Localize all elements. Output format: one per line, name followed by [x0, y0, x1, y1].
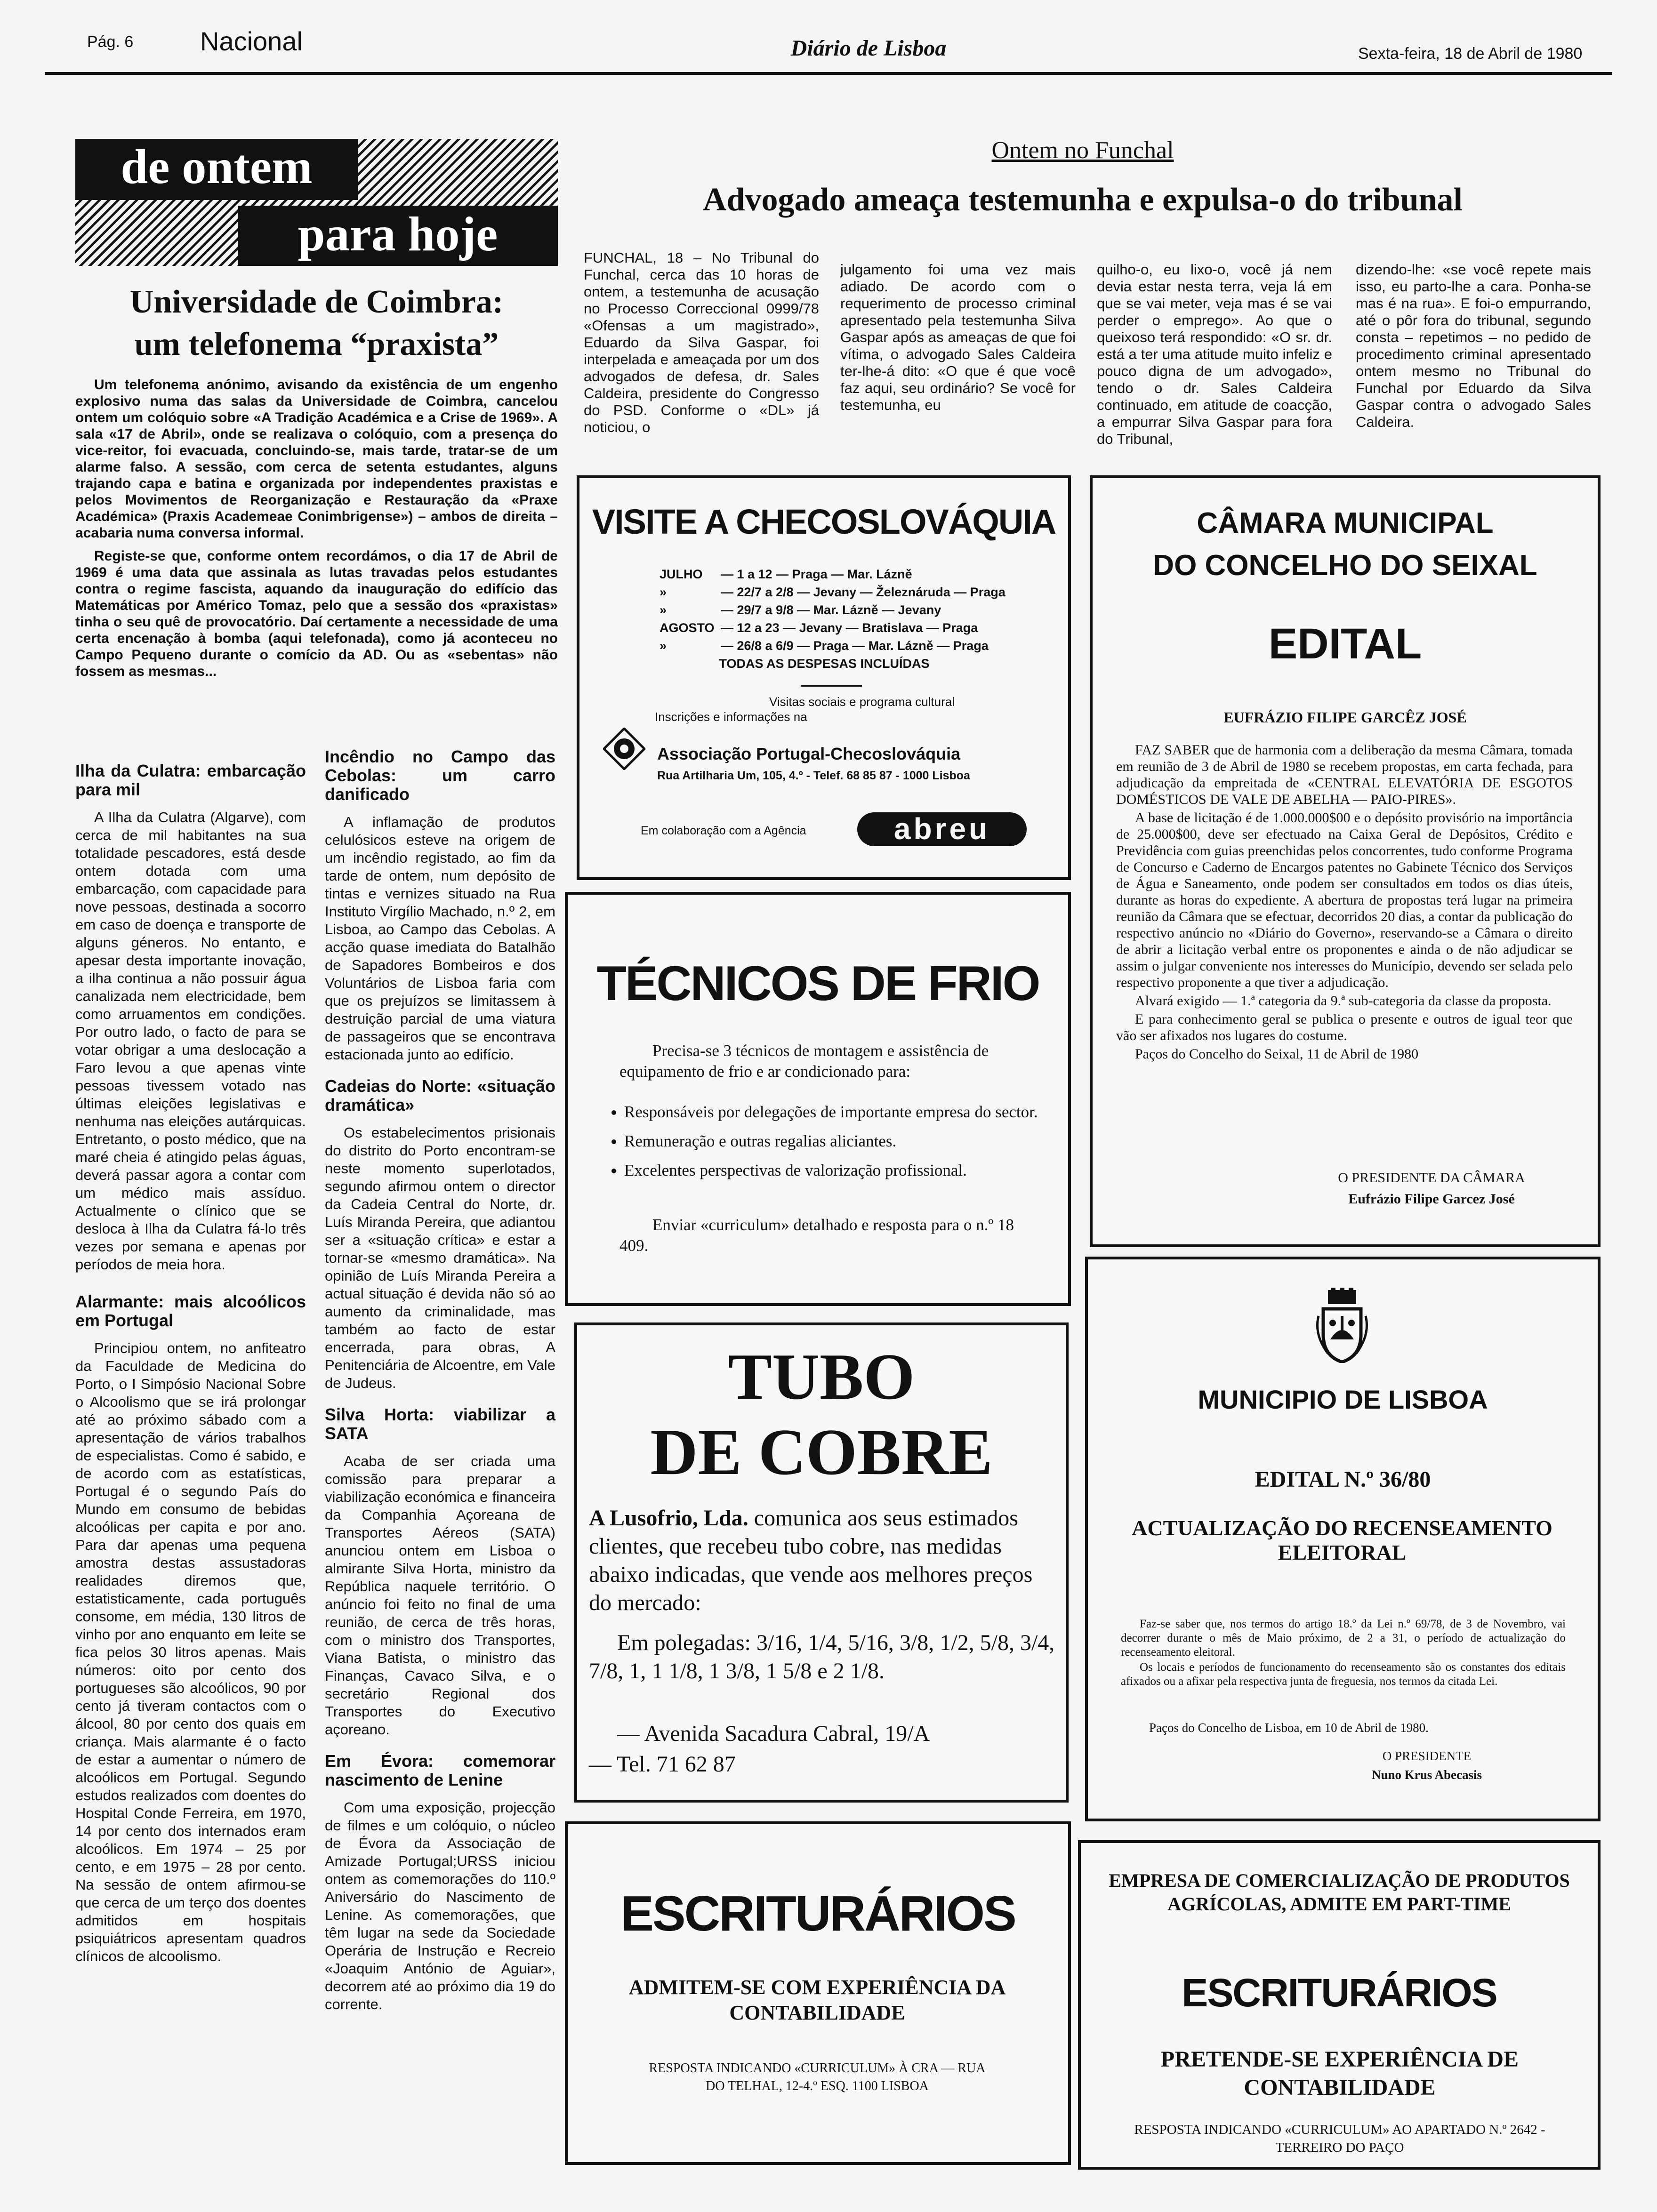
lisboa-title: MUNICIPIO DE LISBOA [1198, 1385, 1488, 1414]
escr2-company: EMPRESA DE COMERCIALIZAÇÃO DE PRODUTOS AGRÍCOLAS, ADMITE EM PART-TIME [1109, 1870, 1570, 1915]
itinerary-row: » — 29/7 a 9/8 — Mar. Lázně — Jevany [660, 603, 941, 617]
ad-title: ESCRITURÁRIOS [620, 1886, 1015, 1941]
escr2-reply: RESPOSTA INDICANDO «CURRICULUM» AO APARTADO N.º 2642 - TERREIRO DO PAÇO [1134, 2122, 1545, 2155]
ad-checoslovaquia [577, 475, 1071, 880]
escr1-reply: RESPOSTA INDICANDO «CURRICULUM» À CRA — RUA DO TELHAL, 12-4.º ESQ. 1100 LISBOA [649, 2061, 986, 2093]
seixal-edital: EDITAL [1268, 620, 1422, 668]
bullet-item: • Remuneração e outras regalias aliciantes. [624, 1131, 1076, 1152]
lisboa-paragraph: Faz-se saber que, nos termos do artigo 18.º da Lei n.º 69/78, de 3 de Novembro, vai decorrer durante o mês de Maio próximo, de 2 a 31, o período de actualização do recenseamento eleitoral. [1121, 1618, 1566, 1659]
escr2-line: PRETENDE-SE EXPERIÊNCIA DE CONTABILIDADE [1160, 2047, 1519, 2100]
ad-divider [801, 685, 862, 687]
seixal-name: EUFRÁZIO FILIPE GARCÊZ JOSÉ [1223, 709, 1467, 726]
ad-tubo-cobre [574, 1322, 1069, 1803]
brief-heading: Em Évora: comemorar nascimento de Lenine [325, 1751, 555, 1789]
info-line: Inscrições e informações na [655, 710, 807, 724]
ad-title: ESCRITURÁRIOS [1182, 1971, 1497, 2015]
funchal-headline: Advogado ameaça testemunha e expulsa-o do tribunal [703, 182, 1463, 218]
itinerary [660, 565, 1036, 673]
lisboa-body [1121, 1617, 1566, 1695]
issue-date: Sexta-feira, 18 de Abril de 1980 [1358, 45, 1583, 63]
itinerary-row: JULHO — 1 a 12 — Praga — Mar. Lázně [660, 567, 912, 581]
lead-story-body [75, 377, 558, 686]
seixal-paragraph: A base de licitação é de 1.000.000$00 e o depósito provisório na importância de 25.000$00, deve ser efectuado na Caixa Geral de Depósitos, Crédito e Previdência com guias preenchidas pelos concorrentes, tudo conforme Programa de Concurso e Caderno de Encargos patentes no Gabinete Técnico dos Serviços de Água e Saneamento, onde podem ser consultados em todos os dias úteis, durante as horas do expediente. A abertura de propostas terá lugar na primeira reunião da Câmara que se efectuar, decorridos 20 dias, a contar da publicação do respectivo anúncio no «Diário do Governo», reservando-se a Câmara o direito de abrir a licitação verbal entre os proponentes e ainda o de não adjudicar se assim o julgar conveniente nos interesses do Município, devendo ser selada pelo respectivo proponente a que tiver a adjudicação. [1116, 810, 1573, 990]
funchal-col-1: FUNCHAL, 18 – No Tribunal do Funchal, cerca das 10 horas de ontem, a testemunha de acusação no Processo Correccional 0999/78 «Ofensas a um magistrado», Eduardo da Silva Gaspar, foi interpelada e ameaçada por um dos advogados de defesa, dr. Sales Caldeira, presidente do Congresso do PSD. Conforme o «DL» já noticiou, o [584, 249, 819, 435]
tubo-text: A Lusofrio, Lda. comunica aos seus estimados clientes, que recebeu tubo cobre, nas medidas abaixo indicadas, que vende aos melhores preços do mercado: [589, 1506, 1033, 1615]
ad-tecnicos-frio [565, 892, 1071, 1306]
ad-escriturarios-cra [565, 1821, 1071, 2165]
company-name: A Lusofrio, Lda. [589, 1506, 748, 1531]
seixal-body [1116, 742, 1573, 1069]
brief-heading: Ilha da Culatra: embarcação para mil [75, 761, 306, 799]
brief-heading: Silva Horta: viabilizar a SATA [325, 1405, 555, 1443]
seixal-paragraph: E para conhecimento geral se publica o presente e outros de igual teor que vão ser afixados nos lugares do costume. [1116, 1011, 1573, 1043]
lisboa-sign-2: Nuno Krus Abecasis [1371, 1768, 1482, 1782]
itinerary-row: AGOSTO — 12 a 23 — Jevany — Bratislava — Praga [660, 621, 978, 635]
escr1-line: ADMITEM-SE COM EXPERIÊNCIA DA CONTABILIDADE [628, 1976, 1006, 2024]
ad-title: VISITE A CHECOSLOVÁQUIA [592, 502, 1056, 541]
lead-paragraph-2: Registe-se que, conforme ontem recordámos, o dia 17 de Abril de 1969 é uma data que assinala as lutas travadas pelos estudantes contra o regime fascista, aquando da inauguração do edifício das Matemáticas por Américo Tomaz, pelo que a sessão dos «praxistas» tinha o seu quê de provocatório. Daí certamente a necessidade de uma certa encenação à bomba (aqui telefonada), como já aconteceu no Campo Pequeno durante o comício da AD. Ou as «sebentas» não fossem as mesmas... [75, 548, 558, 679]
bullet-item: • Responsáveis por delegações de importante empresa do sector. [624, 1102, 1076, 1122]
section-banner [75, 139, 558, 266]
bullet-item: • Excelentes perspectivas de valorização profissional. [624, 1160, 1076, 1181]
ad-camara-seixal [1090, 475, 1601, 1247]
ad-municipio-lisboa [1085, 1257, 1601, 1821]
brief-heading: Cadeias do Norte: «situação dramática» [325, 1076, 555, 1114]
seixal-sign-2: Eufrázio Filipe Garcez José [1348, 1191, 1515, 1207]
seixal-paragraph: FAZ SABER que de harmonia com a deliberação da mesma Câmara, tomada em reunião de 3 de Abril de 1980 se recebem propostas, em carta fechada, para adjudicação da empreitada de «CENTRAL ELEVATÓRIA DE ESGOTOS DOMÉSTICOS DE VALE DE ABELHA — PAIO-PIRES». [1116, 742, 1573, 807]
ad-title-1: TUBO [728, 1340, 915, 1413]
lisboa-paragraph: Os locais e períodos de funcionamento do recenseamento são os constantes dos editais afixados ou a afixar pela respectiva junta de freguesia, nos termos da citada Lei. [1121, 1661, 1566, 1688]
seixal-title-2: DO CONCELHO DO SEIXAL [1153, 549, 1537, 582]
funchal-col-2: julgamento foi uma vez mais adiado. De acordo com o requerimento de processo criminal apresentado pela testemunha Silva Gaspar após as ameaças de que foi vítima, o advogado Sales Caldeira ter-lhe-á dito: «O que é que você faz aqui, seu ordinário? Se você for testemunha, eu [840, 261, 1076, 413]
lisboa-edital: EDITAL N.º 36/80 [1255, 1467, 1431, 1492]
brief-body: Principiou ontem, no anfiteatro da Faculdade de Medicina do Porto, o I Simpósio Nacional Sobre o Alcoolismo que se irá prolongar até ao próximo sábado com a apresentação de vários trabalhos de especialistas. Como é sabido, e de acordo com as estatísticas, Portugal é o segundo País do Mundo em consumo de bebidas alcoólicas per capita e por ano. Para dar apenas uma pequena amostra destas assustadoras realidades diremos que, estatisticamente, cada português consome, em média, 130 litros de vinho por ano enquanto em leite se fica pelos 30 litros apenas. Mais números: oito por cento dos portugueses são alcoólicos, 90 por cento já tiveram contactos com o álcool, 80 por cento dos quais em criança. Mais alarmante é o facto de estar a aumentar o número de alcoólicos em Portugal. Segundo estudos realizados com doentes do Hospital Conde Ferreira, em 1970, 14 por cento dos internados eram alcoólicos. Em 1974 – 25 por cento, e em 1975 – 28 por cento. Na sessão de ontem afirmou-se que cerca de um terço dos doentes admitidos em hospitais psiquiátricos apresentam quadros clínicos de alcoolismo. [75, 1340, 306, 1964]
brief-heading: Alarmante: mais alcoólicos em Portugal [75, 1292, 306, 1330]
funchal-col-4: dizendo-lhe: «se você repete mais isso, eu parto-lhe a cara. Ponha-se mas é na rua». E foi-o empurrando, até o pôr fora do tribunal, segundo consta – repetimos – no pedido de procedimento criminal apresentado ontem mesmo no Tribunal do Funchal por Eduardo da Silva Gaspar contra o advogado Sales Caldeira. [1356, 261, 1591, 430]
star-logo-icon [603, 728, 645, 770]
itinerary-row: » — 26/8 a 6/9 — Praga — Mar. Lázně — Praga [660, 639, 989, 653]
ad-title-2: DE COBRE [650, 1416, 993, 1489]
lisboa-sign-1: O PRESIDENTE [1382, 1749, 1472, 1763]
collab-line: Em colaboração com a Agência [641, 824, 806, 837]
association-name: Associação Portugal-Checoslováquia [657, 744, 961, 763]
briefs-column-left [75, 748, 306, 1972]
frio-intro: Precisa-se 3 técnicos de montagem e assistência de equipamento de frio e ar condicionado para: [619, 1042, 989, 1081]
masthead-rule [45, 72, 1612, 75]
banner-line2: para hoje [238, 206, 558, 266]
story-title-1: Universidade de Coimbra: [129, 284, 504, 320]
brief-body: Acaba de ser criada uma comissão para preparar a viabilização económica e financeira da Companhia Açoreana de Transportes Aéreos (SATA) anunciou ontem em Lisboa o almirante Silva Horta, ministro da República naquele território. O anúncio foi feito no final de uma reunião, de cerca de três horas, com o ministro dos Transportes, Viana Batista, o ministro das Finanças, Cavaco Silva, e o secretário Regional dos Transportes do Executivo açoreano. [325, 1453, 555, 1738]
brief-body: A Ilha da Culatra (Algarve), com cerca de mil habitantes na sua totalidade pescadores, está desde ontem dotada com uma embarcação, com capacidade para nove pessoas, destinada a socorro em caso de doença e transporte de alguns géneros. No entanto, e apesar desta importante inovação, a ilha continua a não possuir água canalizada nem electricidade, bem como arruamentos em condições. Por outro lado, o facto de para se votar obrigar a uma deslocação a Faro levou a que apenas vinte pessoas tivessem votado nas últimas eleições legislativas e nenhuma nas eleições autárquicas. Entretanto, o posto médico, que na maré cheia é atingido pelas águas, deverá passar agora a contar com um médico mais assíduo. Actualmente o clínico que se desloca à Ilha da Culatra fá-lo três vezes por semana e apenas por períodos de meia hora. [75, 809, 306, 1273]
coat-of-arms-icon [1314, 1288, 1370, 1363]
story-title-2: um telefonema “praxista” [134, 326, 499, 362]
seixal-paragraph: Alvará exigido — 1.ª categoria da 9.ª sub-categoria da classe da proposta. [1135, 993, 1552, 1009]
frio-send: Enviar «curriculum» detalhado e resposta para o n.º 18 409. [619, 1216, 1014, 1255]
lisboa-head: ACTUALIZAÇÃO DO RECENSEAMENTO ELEITORAL [1132, 1516, 1552, 1564]
brief-body: Com uma exposição, projecção de filmes e um colóquio, o núcleo de Évora da Associação de Amizade Portugal;URSS iniciou ontem as comemorações do 110.º Aniversário do Nascimento de Lenine. As comemorações, que têm lugar na sede da Sociedade Operária de Instrução e Recreio «Joaquim António de Aguiar», decorrem até ao próximo dia 19 do corrente. [325, 1799, 555, 2012]
ad-title: TÉCNICOS DE FRIO [596, 956, 1039, 1011]
association-address: Rua Artilharia Um, 105, 4.º - Telef. 68 85 87 - 1000 Lisboa [657, 769, 970, 782]
visits-line: Visitas sociais e programa cultural [769, 695, 955, 709]
tubo-address: — Avenida Sacadura Cabral, 19/A [617, 1721, 930, 1746]
ad-escriturarios-agricolas [1078, 1840, 1601, 2170]
all-inclusive: TODAS AS DESPESAS INCLUÍDAS [719, 657, 930, 671]
newspaper-title: Diário de Lisboa [790, 36, 947, 61]
lead-paragraph-1: Um telefonema anónimo, avisando da existência de um engenho explosivo numa das salas da Universidade de Coimbra, cancelou ontem um colóquio sobre «A Tradição Académica e a Crise de 1969». A sala «17 de Abril», onde se realizava o colóquio, com a presença do vice-reitor, foi evacuada, concluindo-se, mais tarde, tratar-se de um alarme falso. A sessão, com cerca de setenta estudantes, alguns trajando capa e batina e organizada por independentes praxistas e pelos Movimentos de Reorganização e Restauração da «Praxe Académica» (Praxis Academeae Conimbrigense») – ambos de direita – acabaria numa conversa informal. [75, 377, 558, 541]
page-number: Pág. 6 [87, 33, 134, 51]
brief-body: Os estabelecimentos prisionais do distrito do Porto encontram-se neste momento superlotados, segundo afirmou ontem o director da Cadeia Central do Norte, dr. Luís Miranda Pereira, que adiantou ser a «situação crítica» e estar a tornar-se «mesmo dramática». Na opinião de Luís Miranda Pereira a actual situação é devida não só ao aumento da criminalidade, mas também ao facto de estar encerrada, para obras, A Penitenciária de Alcoentre, em Vale de Judeus. [325, 1124, 555, 1391]
funchal-col-3: quilho-o, eu lixo-o, você já nem devia estar nesta terra, veja lá em que se vai meter, veja mas é se vai perder o emprego». Ao que o queixoso terá respondido: «O sr. dr. está a ter uma atitude muito infeliz e pouco digna de um advogado», tendo o dr. Sales Caldeira continuado, em atitude de coacção, a empurrar Silva Gaspar para fora do Tribunal, [1097, 261, 1332, 447]
section-name: Nacional [200, 26, 303, 56]
seixal-paragraph: Paços do Concelho do Seixal, 11 de Abril de 1980 [1135, 1046, 1419, 1062]
masthead [45, 21, 1612, 92]
lisboa-date: Paços do Concelho de Lisboa, em 10 de Abril de 1980. [1149, 1721, 1429, 1735]
brief-body: A inflamação de produtos celulósicos esteve na origem de um incêndio registado, ao fim da tarde de ontem, num depósito de tintas e vernizes situado na Rua Instituto Virgílio Machado, n.º 2, em Lisboa, ao Campo das Cebolas. A acção quase imediata do Batalhão de Sapadores Bombeiros e dos Voluntários de Lisboa faria com que os prejuízos se limitassem à destruição parcial de uma viatura de passageiros que se encontrava estacionada junto ao edifício. [325, 814, 555, 1063]
tubo-tel: — Tel. 71 62 87 [589, 1752, 736, 1777]
tubo-sizes: Em polegadas: 3/16, 1/4, 5/16, 3/8, 1/2, 5/8, 3/4, 7/8, 1, 1 1/8, 1 3/8, 1 5/8 e 2 1/8. [589, 1630, 1055, 1683]
brief-heading: Incêndio no Campo das Cebolas: um carro danificado [325, 747, 555, 804]
briefs-column-right [325, 734, 555, 2020]
banner-line1: de ontem [75, 139, 358, 200]
abreu-logo: abreu [857, 812, 1027, 846]
itinerary-row: » — 22/7 a 2/8 — Jevany — Železnáruda — Praga [660, 585, 1005, 599]
seixal-title-1: CÂMARA MUNICIPAL [1197, 507, 1494, 539]
frio-bullets [596, 1102, 1076, 1189]
funchal-kicker: Ontem no Funchal [991, 137, 1174, 164]
seixal-sign-1: O PRESIDENTE DA CÂMARA [1338, 1170, 1525, 1186]
